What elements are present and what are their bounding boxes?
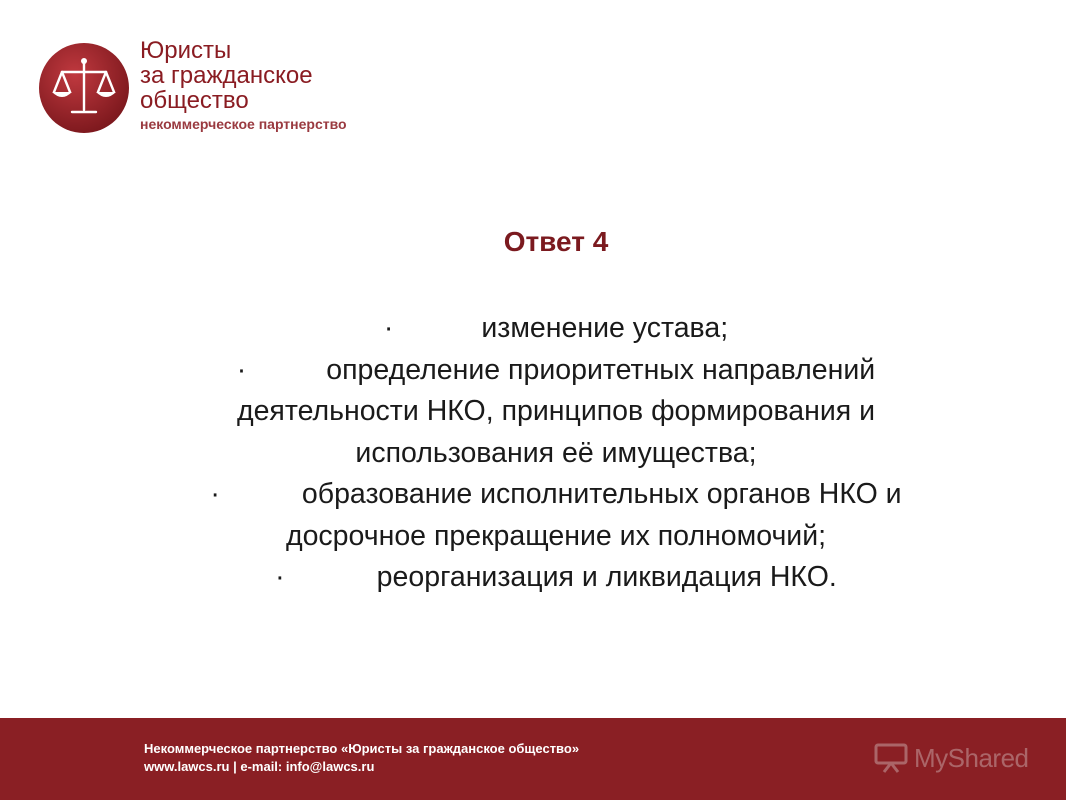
watermark: [874, 738, 1029, 778]
scales-of-justice-logo-icon: [38, 42, 130, 134]
watermark-text: MyShared: [914, 742, 1029, 773]
slide-body: [100, 308, 1012, 599]
bullet: ·: [275, 561, 285, 593]
logo-line-3: общество: [140, 87, 249, 114]
item-text: досрочное прекращение их полномочий;: [285, 519, 827, 552]
logo-text: [140, 38, 347, 133]
footer-contacts: www.lawcs.ru | e-mail: info@lawcs.ru: [144, 759, 375, 774]
bullet: ·: [210, 478, 220, 510]
logo-line-2: за гражданское: [140, 62, 313, 89]
presentation-icon: [874, 743, 908, 773]
footer-org-name: Некоммерческое партнерство «Юристы за гражданское общество»: [144, 741, 580, 756]
list-item: [100, 557, 1012, 599]
logo-subtitle: некоммерческое партнерство: [140, 116, 347, 132]
footer-bar: [0, 718, 1066, 800]
item-text: изменение устава;: [481, 312, 729, 344]
bullet: ·: [236, 353, 247, 386]
list-item: [100, 474, 1012, 557]
item-text: реорганизация и ликвидация НКО.: [376, 561, 837, 593]
slide-title: Ответ 4: [503, 226, 609, 257]
bullet: ·: [383, 312, 394, 344]
item-text: использования её имущества;: [355, 436, 757, 469]
item-text: деятельности НКО, принципов формирования и: [236, 395, 876, 427]
item-text: определение приоритетных направлений: [326, 353, 876, 386]
footer-text: [144, 740, 579, 776]
list-item: [100, 308, 1012, 350]
item-text: образование исполнительных органов НКО и: [301, 478, 902, 510]
logo-line-1: Юристы: [140, 37, 232, 64]
list-item: [100, 350, 1012, 475]
